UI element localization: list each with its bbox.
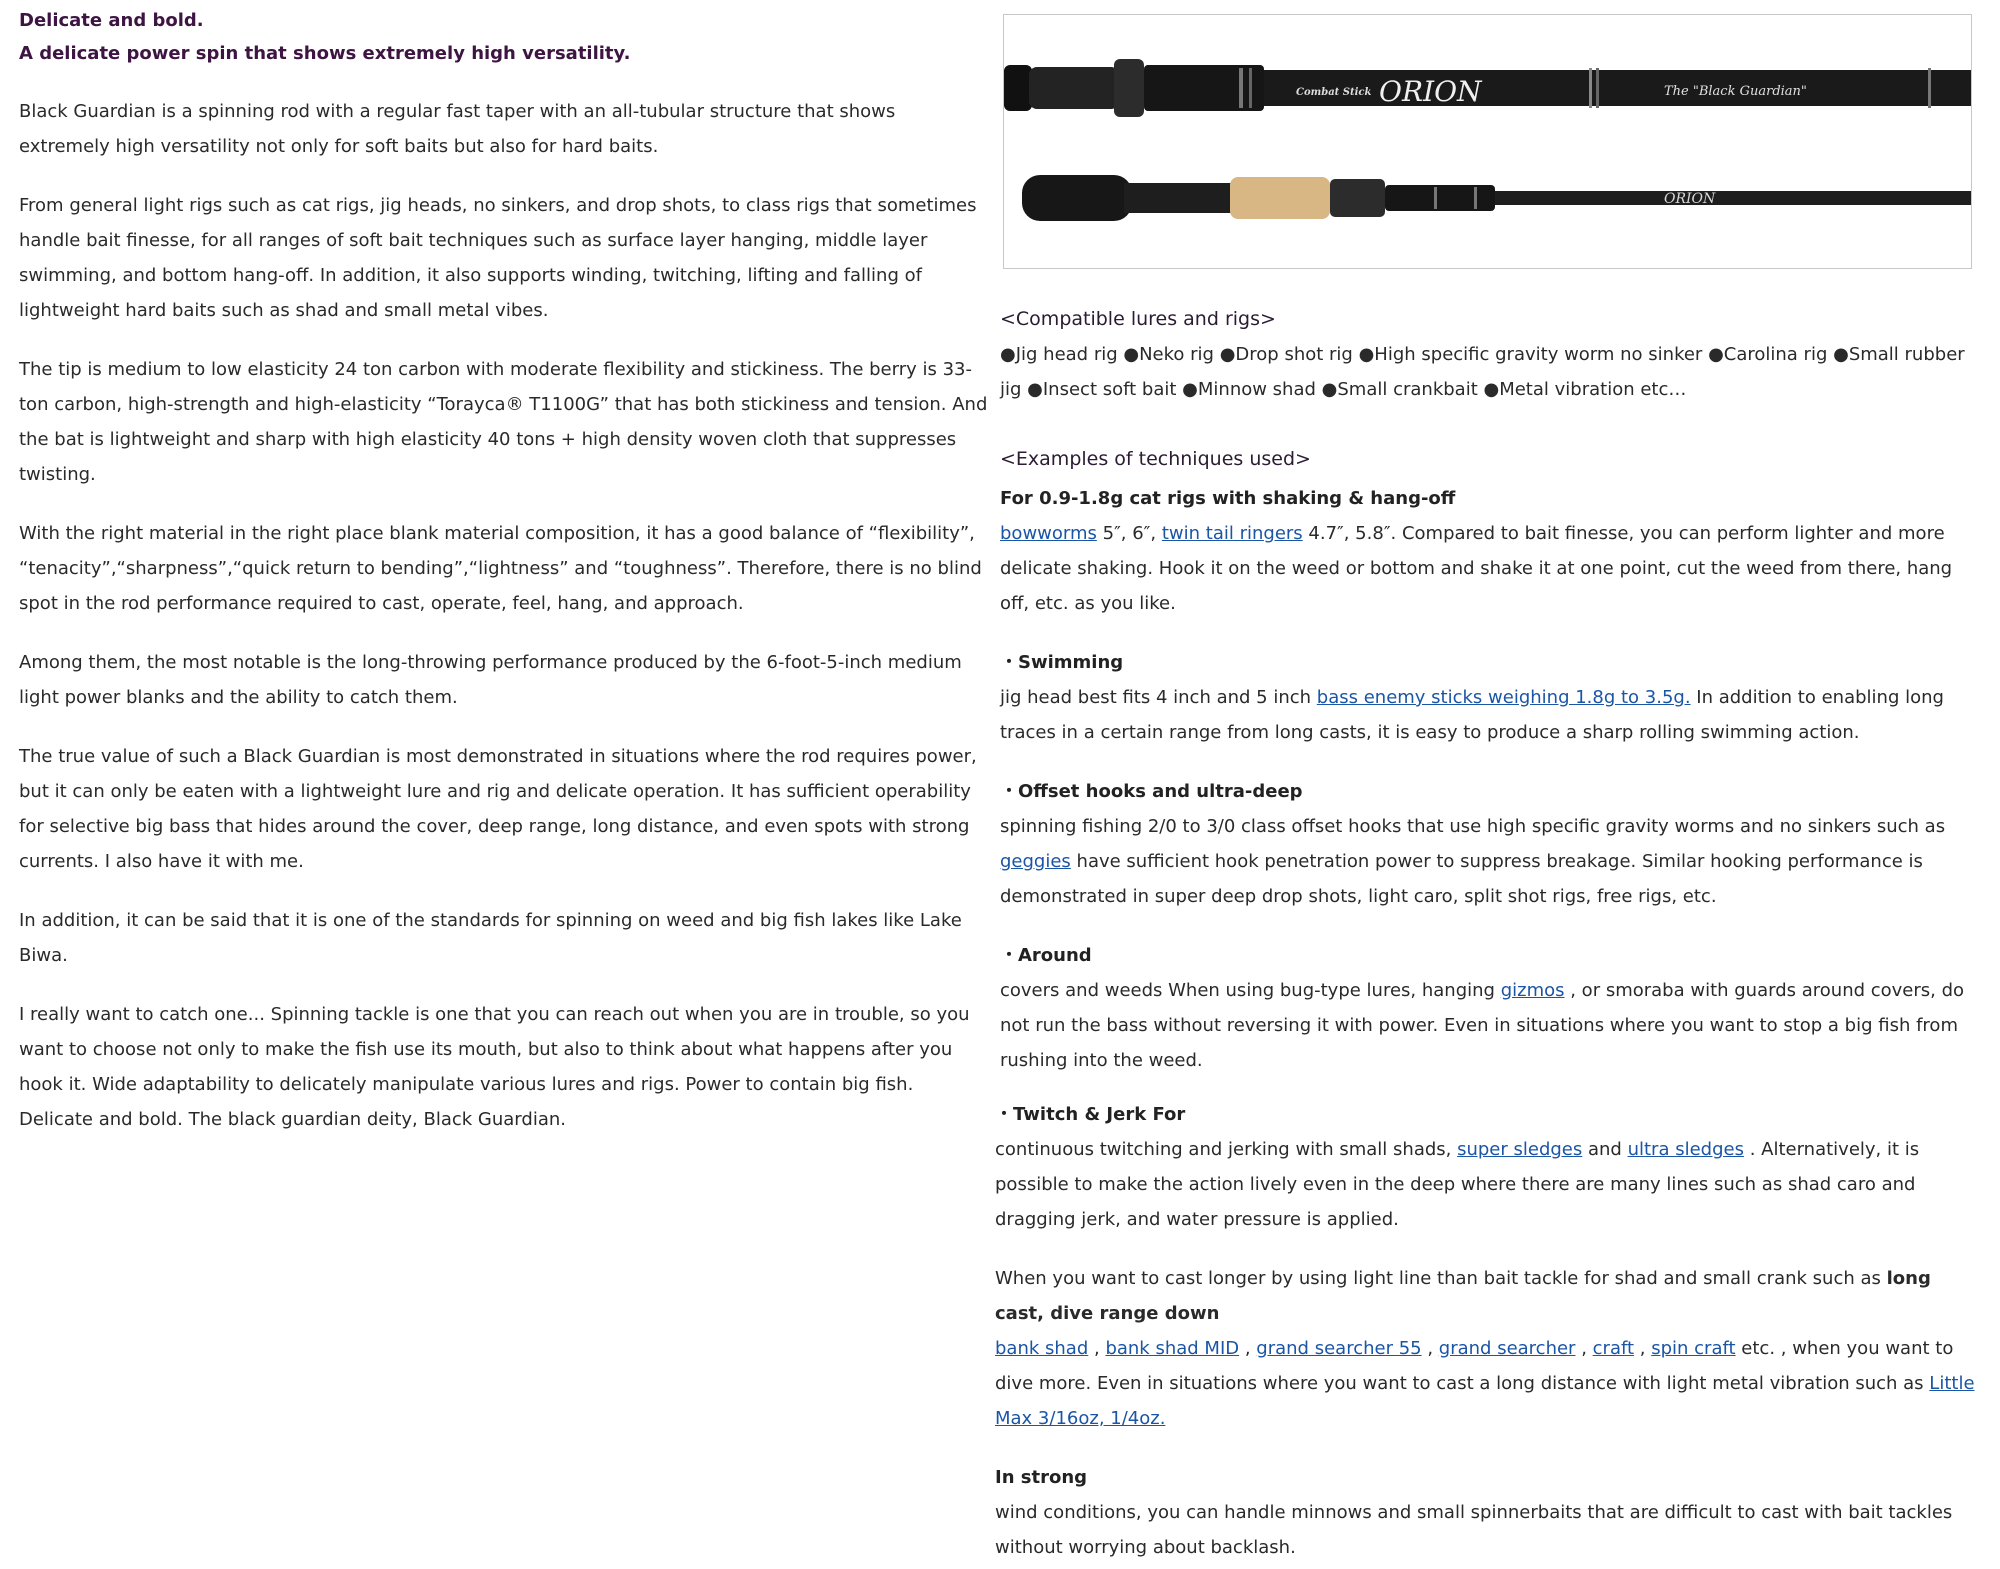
headline-primary: Delicate and bold. bbox=[19, 10, 204, 31]
compatible-item: ●High specific gravity worm no sinker bbox=[1358, 344, 1703, 365]
link-super-sledges[interactable]: super sledges bbox=[1457, 1139, 1583, 1160]
lower-rod-model: ORION bbox=[1664, 191, 1716, 207]
compatible-item: ●Drop shot rig bbox=[1219, 344, 1353, 365]
description-column bbox=[19, 0, 989, 1137]
lower-rod-foregrip bbox=[1385, 185, 1495, 211]
upper-rod-ring-1 bbox=[1239, 68, 1243, 108]
link-bowworms[interactable]: bowworms bbox=[1000, 523, 1097, 544]
section-cat-rig-body: bowworms 5″, 6″, twin tail ringers 4.7″, 5.8″. Compared to bait finesse, you can perform lighter and more delicate shaking. Hook it on the weed or bottom and shake it at one point, cut the weed from there, hang off, etc. as you like. bbox=[1000, 523, 1953, 614]
link-grand-searcher[interactable]: grand searcher bbox=[1438, 1338, 1576, 1359]
link-bass-enemy-sticks[interactable]: bass enemy sticks weighing 1.8g to 3.5g. bbox=[1316, 687, 1691, 708]
upper-rod-butt-cap bbox=[1004, 65, 1032, 111]
section-swimming-body: jig head best fits 4 inch and 5 inch bass enemy sticks weighing 1.8g to 3.5g. In addition to enabling long traces in a certain range from long casts, it is easy to produce a sharp rolling swimming action. bbox=[1000, 687, 1944, 743]
compatible-item: ●Neko rig bbox=[1123, 344, 1214, 365]
paragraph-rigs: From general light rigs such as cat rigs, jig heads, no sinkers, and drop shots, to class rigs that sometimes handle bait finesse, for all ranges of soft bait techniques such as surface layer hanging, middle layer swimming, and bottom hang-off. In addition, it also supports winding, twitching, lifting and falling of lightweight hard baits such as shad and small metal vibes. bbox=[19, 195, 977, 321]
lower-rod-rear-grip bbox=[1022, 175, 1132, 221]
lower-rod-blank bbox=[1495, 191, 1971, 205]
compatible-lures-title: <Compatible lures and rigs> bbox=[1000, 308, 1276, 330]
paragraph-true-value: The true value of such a Black Guardian is most demonstrated in situations where the rod requires power, but it can only be eaten with a lightweight lure and rig and delicate operation. It has sufficient operability for selective big bass that hides around the cover, deep range, long distance, and even spots with strong currents. I also have it with me. bbox=[19, 746, 977, 872]
upper-rod-ring-5 bbox=[1928, 68, 1931, 108]
section-strong-wind-title: In strong bbox=[995, 1467, 1088, 1488]
link-geggies[interactable]: geggies bbox=[1000, 851, 1071, 872]
lower-rod-reel-seat bbox=[1330, 179, 1385, 217]
section-swimming-title: ・Swimming bbox=[1000, 652, 1124, 673]
rod-product-image bbox=[1003, 14, 1972, 269]
compatible-lures-list bbox=[1000, 337, 1980, 407]
rod-illustration bbox=[1004, 15, 1971, 268]
upper-rod-brand: Combat Stick bbox=[1296, 87, 1372, 98]
compatible-item: ●Small rubber jig bbox=[1000, 344, 1965, 400]
long-cast-emphasis: long cast, dive range down bbox=[995, 1268, 1931, 1324]
lower-rod-cork-grip bbox=[1230, 177, 1330, 219]
section-twitch-jerk-body: continuous twitching and jerking with small shads, super sledges and ultra sledges . Alternatively, it is possible to make the action lively even in the deep where there are many lines such as shad caro and dragging jerk, and water pressure is applied. bbox=[995, 1139, 1920, 1230]
link-spin-craft[interactable]: spin craft bbox=[1651, 1338, 1736, 1359]
upper-rod-series: The "Black Guardian" bbox=[1664, 84, 1807, 99]
upper-rod-reel-seat bbox=[1114, 59, 1144, 117]
examples-title: <Examples of techniques used> bbox=[1000, 448, 1311, 470]
section-long-cast-body: When you want to cast longer by using light line than bait tackle for shad and small crank such as long cast, dive range down bank shad , bank shad MID , grand searcher 55 , grand searcher , craft , spin craft etc. , when you want to dive more. Even in situations where you want to cast a long distance with light metal vibration such as Little Max 3/16oz, 1/4oz. bbox=[995, 1268, 1975, 1429]
lower-rod-handle bbox=[1124, 183, 1234, 213]
compatible-item: ●Carolina rig bbox=[1708, 344, 1828, 365]
headline-secondary: A delicate power spin that shows extremely high versatility. bbox=[19, 43, 631, 64]
section-around-title: ・Around bbox=[1000, 945, 1092, 966]
paragraph-long-throw: Among them, the most notable is the long-throwing performance produced by the 6-foot-5-inch medium light power blanks and the ability to catch them. bbox=[19, 652, 962, 708]
link-twin-tail-ringers[interactable]: twin tail ringers bbox=[1161, 523, 1303, 544]
upper-rod-foregrip bbox=[1144, 65, 1264, 111]
section-twitch-jerk-title: ・Twitch & Jerk For bbox=[995, 1104, 1186, 1125]
section-offset-hooks-title: ・Offset hooks and ultra-deep bbox=[1000, 781, 1303, 802]
link-bank-shad[interactable]: bank shad bbox=[995, 1338, 1089, 1359]
paragraph-intro: Black Guardian is a spinning rod with a regular fast taper with an all-tubular structure that shows extremely high versatility not only for soft baits but also for hard baits. bbox=[19, 101, 896, 157]
upper-rod-ring-2 bbox=[1249, 68, 1252, 108]
upper-rod-grip bbox=[1029, 67, 1119, 109]
section-around-body: covers and weeds When using bug-type lures, hanging gizmos , or smoraba with guards around covers, do not run the bass without reversing it with power. Even in situations where you want to stop a big fish from rushing into the weed. bbox=[1000, 980, 1965, 1071]
lower-rod-ring-1 bbox=[1434, 187, 1437, 209]
upper-rod-ring-3 bbox=[1589, 68, 1592, 108]
upper-rod-model: ORION bbox=[1379, 75, 1482, 108]
paragraph-balance: With the right material in the right place blank material composition, it has a good balance of “flexibility”, “tenacity”,“sharpness”,“quick return to bending”,“lightness” and “toughness”. Therefore, there is no blind spot in the rod performance required to cast, operate, feel, hang, and approach. bbox=[19, 523, 982, 614]
link-gizmos[interactable]: gizmos bbox=[1500, 980, 1565, 1001]
compatible-item: ●Small crankbait bbox=[1321, 379, 1478, 400]
compatible-item: ●Insect soft bait bbox=[1027, 379, 1177, 400]
paragraph-materials: The tip is medium to low elasticity 24 ton carbon with moderate flexibility and stickiness. The berry is 33-ton carbon, high-strength and high-elasticity “Torayca® T1100G” that has both stickiness and tension. And the bat is lightweight and sharp with high elasticity 40 tons + high density woven cloth that suppresses twisting. bbox=[19, 359, 988, 485]
compatible-item: ●Minnow shad bbox=[1182, 379, 1316, 400]
link-craft[interactable]: craft bbox=[1592, 1338, 1635, 1359]
section-cat-rig-title: For 0.9-1.8g cat rigs with shaking & hang-off bbox=[1000, 488, 1456, 509]
link-little-max[interactable]: Little Max 3/16oz, 1/4oz. bbox=[995, 1373, 1975, 1429]
upper-rod-ring-4 bbox=[1596, 68, 1599, 108]
link-grand-searcher-55[interactable]: grand searcher 55 bbox=[1256, 1338, 1422, 1359]
section-strong-wind-body: wind conditions, you can handle minnows and small spinnerbaits that are difficult to cast with bait tackles without worrying about backlash. bbox=[995, 1502, 1953, 1558]
section-offset-hooks-body: spinning fishing 2/0 to 3/0 class offset hooks that use high specific gravity worms and no sinkers such as geggies have sufficient hook penetration power to suppress breakage. Similar hooking performance is demonstrated in super deep drop shots, light caro, split shot rigs, free rigs, etc. bbox=[1000, 816, 1946, 907]
paragraph-lake-biwa: In addition, it can be said that it is one of the standards for spinning on weed and big fish lakes like Lake Biwa. bbox=[19, 910, 962, 966]
link-bank-shad-mid[interactable]: bank shad MID bbox=[1105, 1338, 1240, 1359]
compatible-item: ●Jig head rig bbox=[1000, 344, 1118, 365]
paragraph-closing: I really want to catch one... Spinning tackle is one that you can reach out when you are in trouble, so you want to choose not only to make the fish use its mouth, but also to think about what happens after you hook it. Wide adaptability to delicately manipulate various lures and rigs. Power to contain big fish. Delicate and bold. The black guardian deity, Black Guardian. bbox=[19, 1004, 970, 1130]
link-ultra-sledges[interactable]: ultra sledges bbox=[1627, 1139, 1744, 1160]
lower-rod-ring-2 bbox=[1474, 187, 1477, 209]
compatible-item: ●Metal vibration etc… bbox=[1483, 379, 1687, 400]
